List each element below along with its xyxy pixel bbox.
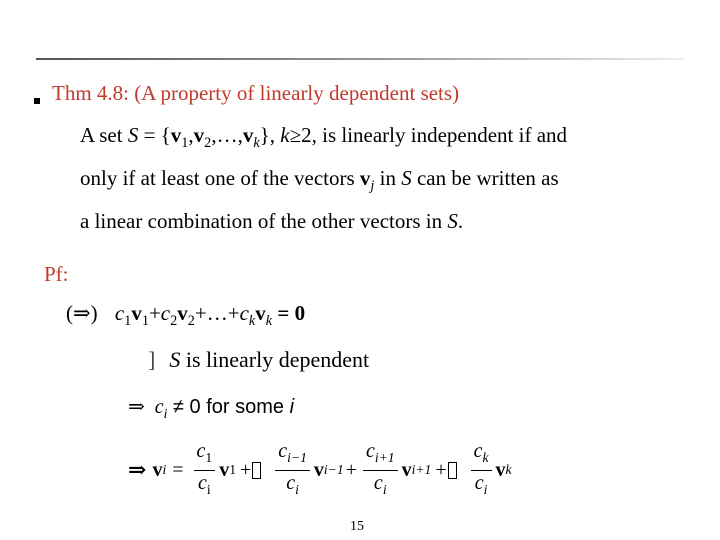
text: only if at least one of the vectors: [80, 166, 360, 190]
text: in: [374, 166, 402, 190]
text: can be written as: [411, 166, 559, 190]
vector-v: v: [359, 166, 371, 190]
proof-dependent-line: [148, 347, 369, 373]
proof-label-text: Pf:: [44, 262, 69, 286]
plus-sign: +: [239, 458, 252, 481]
subscript: i: [163, 405, 168, 421]
implies-arrow-icon: (⇒): [66, 301, 98, 325]
vector-v: v: [495, 458, 506, 481]
subscript: 2: [187, 312, 195, 329]
subscript: 1: [181, 134, 189, 151]
subscript: i: [162, 462, 167, 478]
text: ,: [188, 123, 194, 147]
subscript: i: [483, 481, 488, 497]
subscript: 1: [205, 449, 213, 465]
proof-equation: [66, 301, 305, 330]
linear-combination-formula: [128, 440, 512, 501]
subscript: k: [482, 449, 489, 465]
fraction-2: [275, 440, 310, 501]
subscript: k: [253, 134, 260, 151]
coefficient-c: c: [160, 301, 171, 325]
coefficient-c: c: [473, 440, 483, 462]
vector-v: v: [152, 458, 163, 481]
text: is linearly dependent: [180, 347, 370, 372]
coefficient-c: c: [198, 471, 207, 494]
page-number-text: 15: [350, 519, 364, 534]
text: A set: [80, 123, 128, 147]
vector-v: v: [131, 301, 142, 325]
vector-v: v: [313, 458, 324, 481]
theorem-statement-line-3: [80, 209, 463, 234]
fraction-1: [194, 440, 216, 501]
coefficient-c: c: [154, 396, 164, 418]
fraction-4: [471, 440, 492, 501]
set-S: S: [401, 166, 412, 190]
theorem-title: [52, 81, 459, 106]
vector-v: v: [177, 301, 188, 325]
subscript: i+1: [374, 449, 395, 465]
theorem-statement-line-2: [80, 166, 559, 195]
vector-v: v: [219, 458, 230, 481]
equals-sign: =: [172, 458, 184, 481]
vector-v: v: [170, 123, 182, 147]
text: a linear combination of the other vectors in: [80, 209, 448, 233]
coefficient-c: c: [114, 301, 125, 325]
subscript: 1: [124, 312, 132, 329]
subscript: j: [370, 177, 375, 194]
implies-arrow-icon: ⇒: [128, 457, 147, 483]
text: +…+: [194, 301, 240, 325]
vector-v: v: [401, 458, 412, 481]
subscript: k: [248, 312, 256, 329]
subscript: 2: [204, 134, 212, 151]
subscript: 2: [170, 312, 178, 329]
text: .: [457, 209, 464, 233]
coefficient-c: c: [278, 440, 288, 462]
text: ≠ 0 for some: [167, 396, 290, 418]
bullet-square-icon: [34, 98, 40, 104]
zero-vector: = 0: [272, 301, 306, 325]
coefficient-c: c: [373, 471, 383, 494]
subscript: i+1: [411, 462, 432, 478]
subscript: i: [382, 481, 387, 497]
subscript: 1: [141, 312, 149, 329]
text: ≥2, is linearly independent if and: [289, 123, 568, 147]
subscript: i−1: [323, 462, 344, 478]
plus-sign: +: [435, 458, 447, 481]
vector-v: v: [242, 123, 254, 147]
implies-arrow-icon: ⇒: [128, 396, 145, 418]
placeholder-box-icon: [252, 462, 261, 479]
coefficient-c: c: [196, 440, 206, 462]
set-S: S: [169, 347, 181, 372]
proof-label: [44, 262, 69, 287]
vector-v: v: [193, 123, 205, 147]
subscript: 1: [229, 462, 236, 478]
text: },: [259, 123, 281, 147]
subscript: k: [505, 462, 512, 478]
proof-nonzero-line: [128, 394, 294, 422]
page-number: [350, 519, 364, 535]
subscript: k: [265, 312, 273, 329]
set-S: S: [447, 209, 458, 233]
placeholder-box-icon: [448, 462, 457, 479]
subscript: i: [295, 481, 299, 497]
plus-sign: +: [345, 458, 357, 481]
theorem-title-text: Thm 4.8: (A property of linearly dependent sets): [52, 81, 460, 105]
coefficient-c: c: [239, 301, 249, 325]
text: = {: [138, 123, 171, 147]
coefficient-c: c: [365, 440, 375, 462]
set-S: S: [127, 123, 139, 147]
vector-v: v: [255, 301, 266, 325]
variable-k: k: [280, 123, 290, 147]
fraction-3: [363, 440, 398, 501]
text: +: [148, 301, 161, 325]
coefficient-c: c: [474, 471, 484, 494]
coefficient-c: c: [286, 471, 296, 494]
variable-i: i: [289, 396, 295, 418]
text: ,…,: [211, 123, 243, 147]
bracket-icon: ]: [148, 347, 156, 372]
subscript: i−1: [287, 449, 307, 465]
theorem-statement-line-1: [80, 123, 567, 152]
subscript: i: [206, 481, 211, 497]
title-divider: [36, 58, 684, 60]
